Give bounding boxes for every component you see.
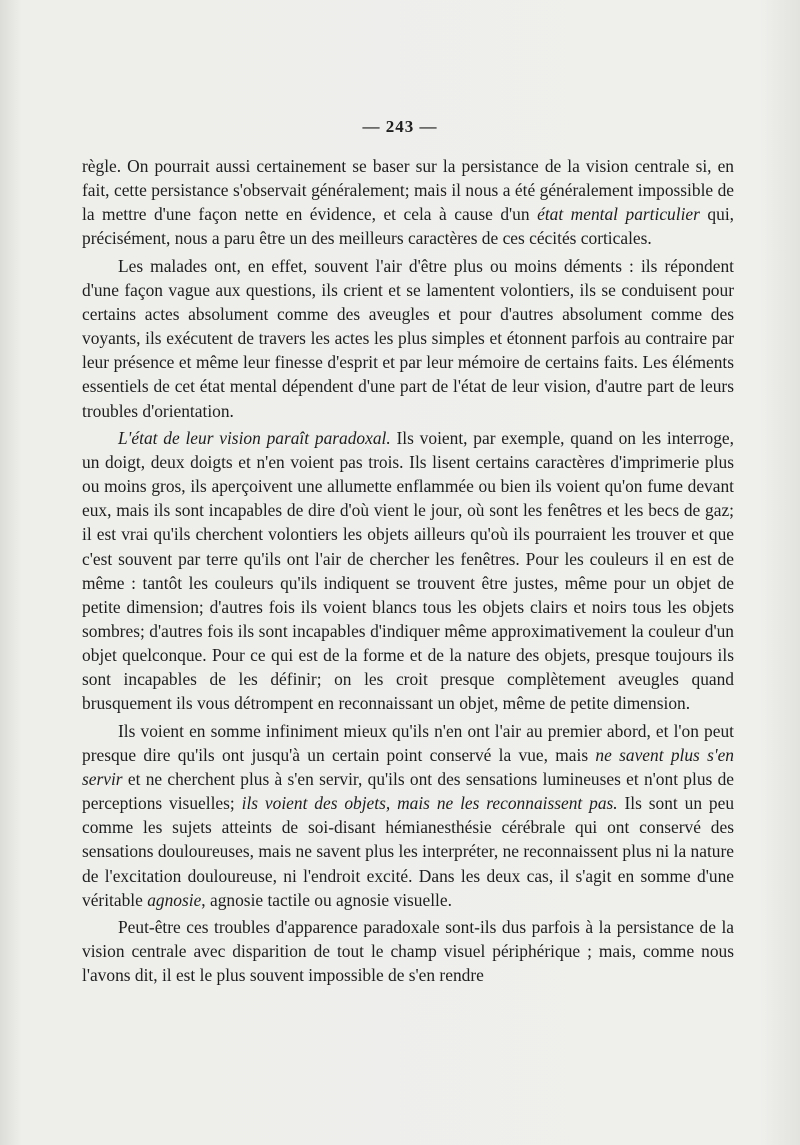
text-run: Ils voient en somme infiniment mieux qu'ils n'en ont l'air au premier abord, et l'on peut presque dire qu'ils ont jusqu'à un certain point conservé la vue, mais xyxy=(82,720,734,765)
text-run: règle. On pourrait aussi certainement se baser sur la persistance de la vision centrale si, en fait, cette persistance s'observait généralement; mais il nous a été généralement impossible de la mettre d'une façon nette en évidence, et cela à cause d'un xyxy=(82,156,734,225)
italic-text: L'état de leur vision paraît paradoxal. xyxy=(118,427,391,448)
paragraph xyxy=(82,426,734,716)
italic-text: agnosie xyxy=(147,889,202,910)
text-run: et ne cherchent plus à s'en servir, qu'ils ont des sensations lumineuses et n'ont plus de perceptions visuelles; xyxy=(82,768,734,814)
italic-text: état mental particulier xyxy=(537,204,700,225)
text-run: , agnosie tactile ou agnosie visuelle. xyxy=(201,889,452,910)
text-run: Peut-être ces troubles d'apparence paradoxale sont-ils dus parfois à la persistance de la vision centrale avec disparition de tout le champ visuel périphérique ; mais, comme nous l'avons dit, il est le plus souvent impossible de s'en rendre xyxy=(82,916,734,986)
text-run: Ils voient, par exemple, quand on les interroge, un doigt, deux doigts et n'en voient pas trois. Ils lisent certains caractères d'imprimerie plus ou moins gros, ils aperçoivent une allumette enflammée ou bien ils voient qu'on fume devant eux, mais ils sont incapables de dire d'où vient le jour, où sont les fenêtres et les becs de gaz; il est vrai qu'ils cherchent volontiers les objets ailleurs qu'où ils pourraient les trouver et que c'est souvent par terre qu'ils ont l'air de chercher les fenêtres. Pour les couleurs il en est de même : tantôt les couleurs qu'ils indiquent se trouvent être justes, même pour un objet de petite dimension; d'autres fois ils voient blancs tous les objets clairs et noirs tous les objets sombres; d'autres fois ils sont incapables d'indiquer même approximativement la couleur d'un objet quelconque. Pour ce qui est de la forme et de la nature des objets, presque toujours ils sont incapables de les définir; on les croit presque complètement aveugles quand brusquement ils vous détrompent en reconnaissant un objet, même de petite dimension. xyxy=(82,427,734,714)
paragraph xyxy=(82,719,734,912)
paragraph xyxy=(82,254,734,423)
paragraph xyxy=(82,915,734,987)
paragraph xyxy=(82,154,734,251)
text-run: Les malades ont, en effet, souvent l'air d'être plus ou moins déments : ils répondent d'une façon vague aux questions, ils crient et se lamentent volontiers, ils se conduisent pour certains actes absolument comme des aveugles et pour d'autres absolument comme des voyants, ils exécutent de travers les actes les plus simples et étonnent parfois au contraire par leur présence et même leur finesse d'esprit et par leur mémoire de certains faits. Les éléments essentiels de cet état mental dépendent d'une part de l'état de leur vision, d'autre part de leurs troubles d'orientation. xyxy=(82,255,734,421)
body-text xyxy=(82,154,734,987)
text-run: Ils sont un peu comme les sujets atteints de soi-disant hémianesthésie cérébrale qui ont conservé des sensations douloureuses, mais ne savent plus les interpréter, ne reconnaissent plus ni la nature de l'excitation douloureuse, ni l'endroit excité. Dans les deux cas, il s'agit en somme d'une véritable xyxy=(82,793,735,910)
text-run: qui, précisément, nous a paru être un des meilleurs caractères de ces cécités corticales. xyxy=(82,204,735,249)
page-number: — 243 — xyxy=(362,117,438,136)
italic-text: ne savent plus s'en servir xyxy=(82,744,735,789)
italic-text: ils voient des objets, mais ne les reconnaissent pas. xyxy=(241,793,618,814)
